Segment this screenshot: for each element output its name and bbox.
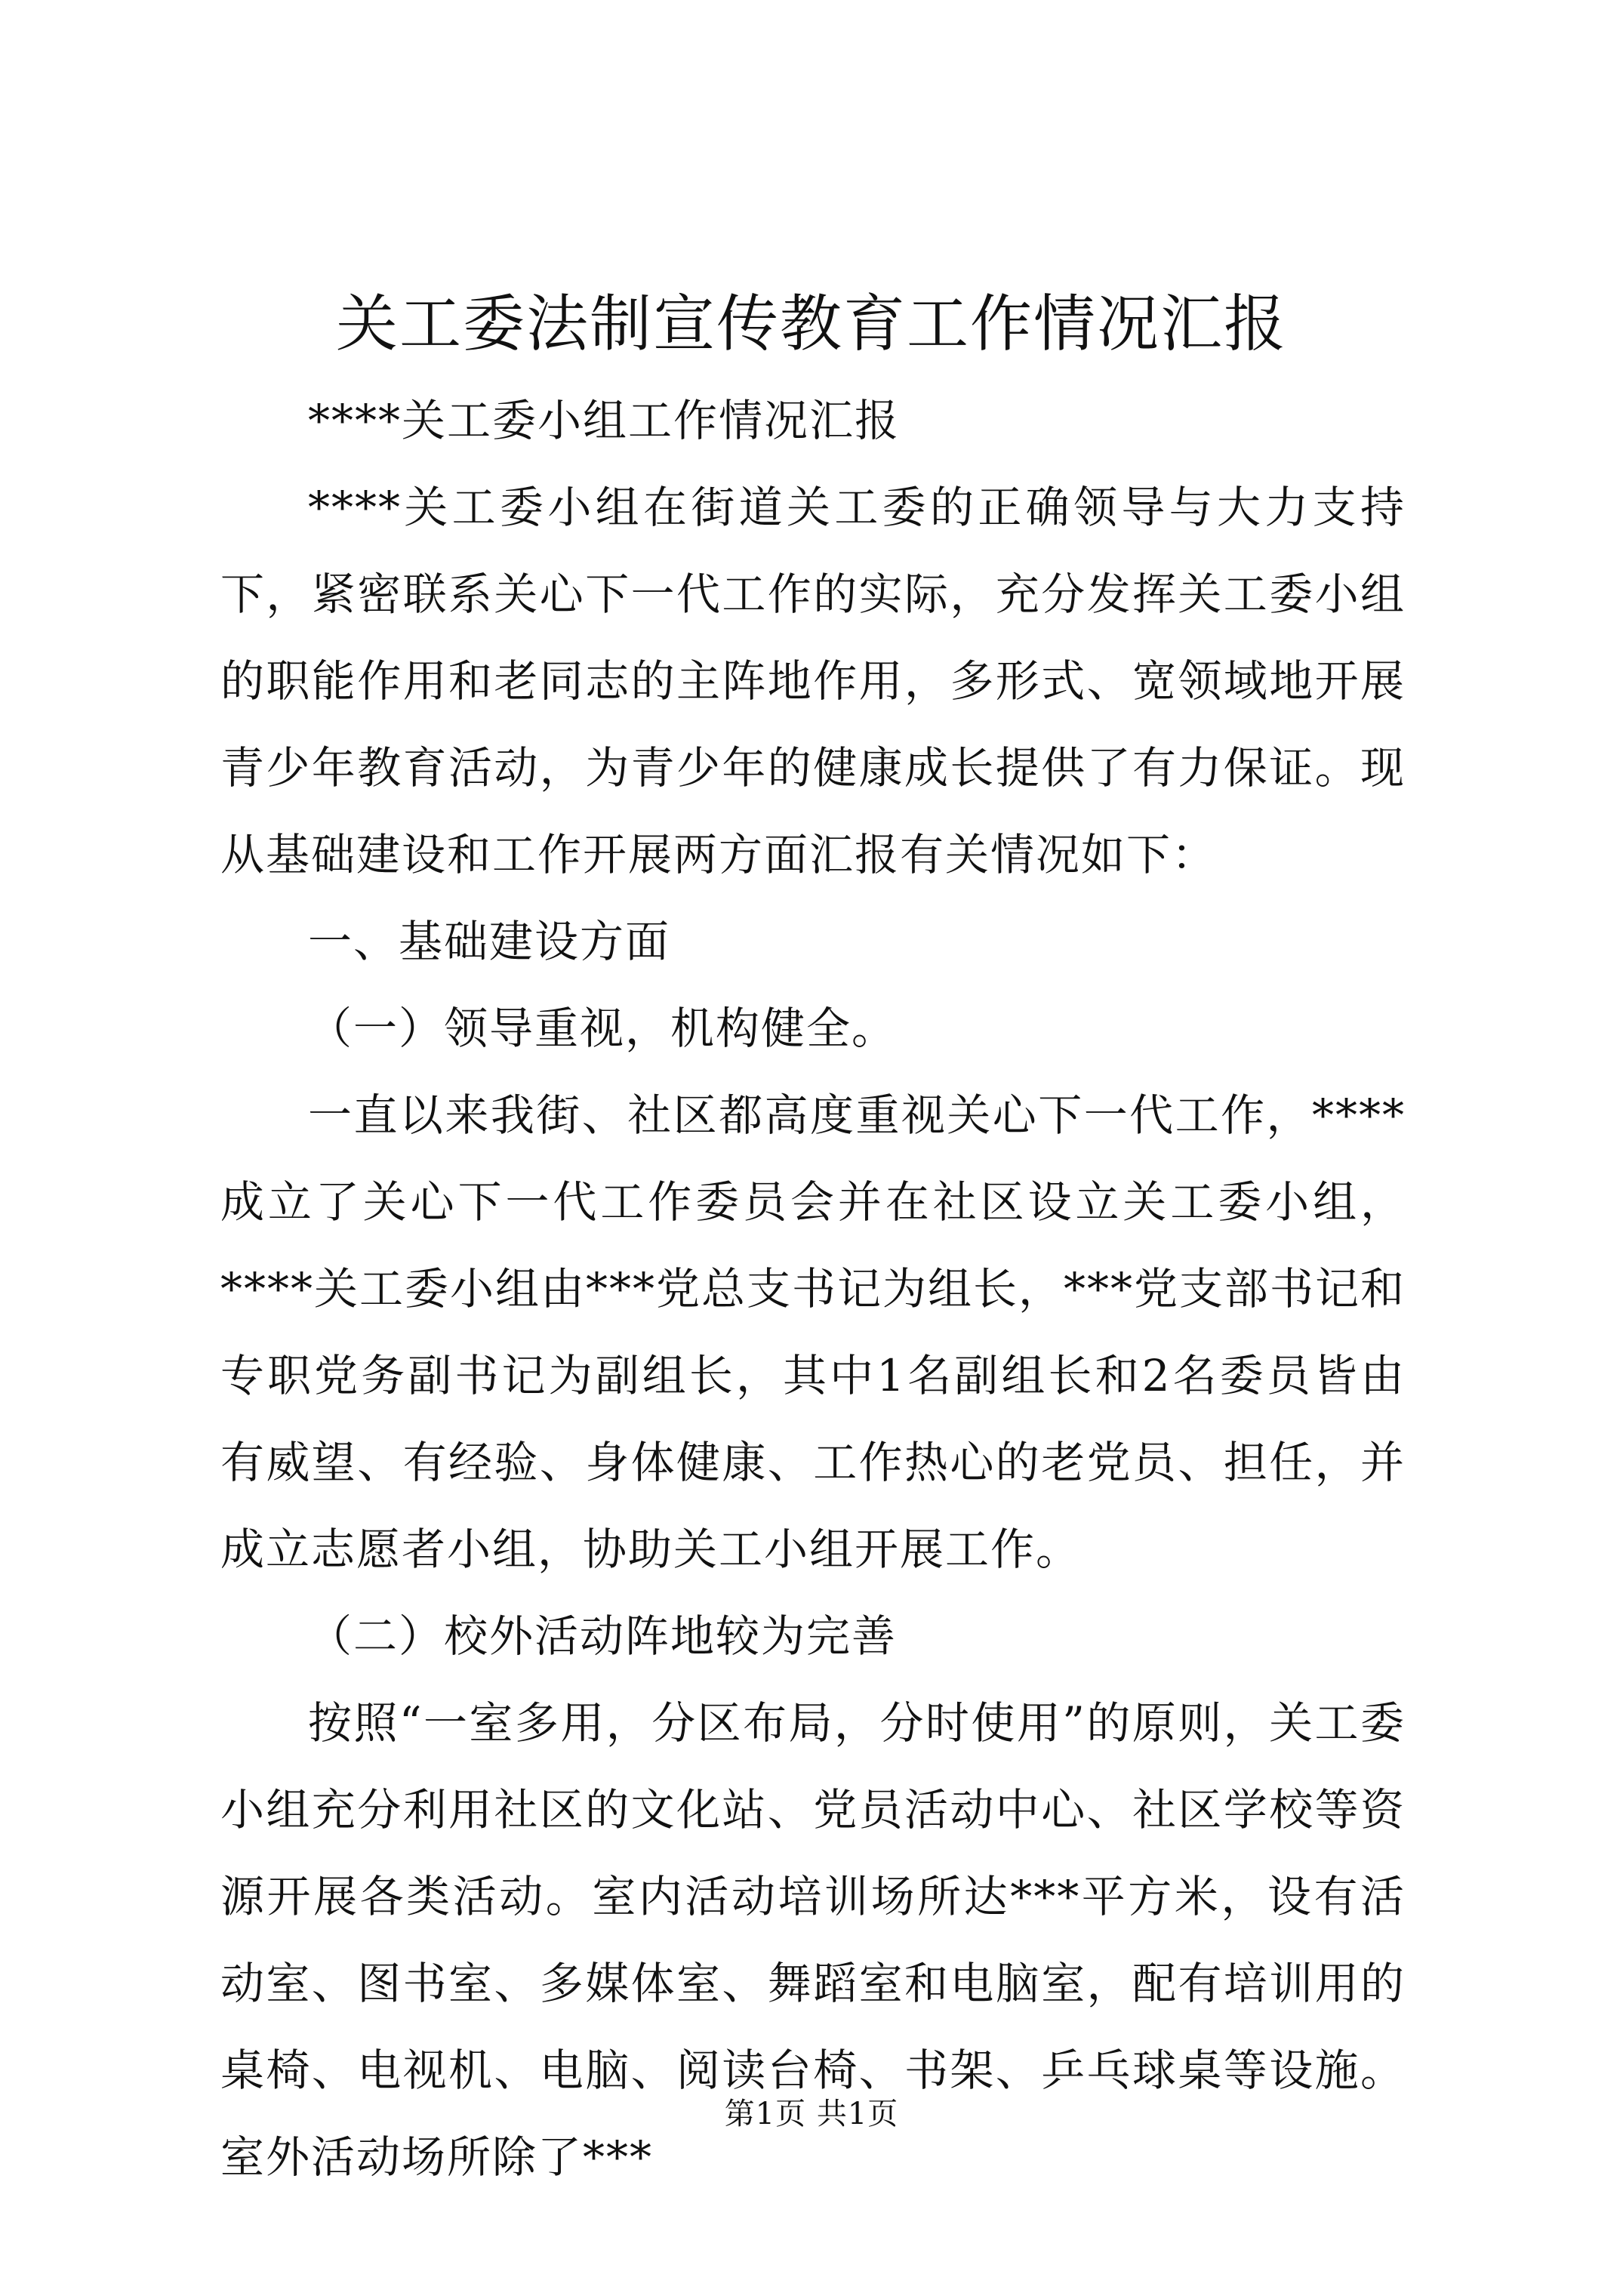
document-body	[220, 378, 1406, 2201]
paragraph-activity-venues: 按照“一室多用，分区布局，分时使用”的原则，关工委小组充分利用社区的文化站、党员活动中心、社区学校等资源开展各类活动。室内活动培训场所达***平方米，设有活动室、图书室、多媒体室、舞蹈室和电脑室，配有培训用的桌椅、电视机、电脑、阅读台椅、书架、乒乓球桌等设施。室外活动场所除了***	[220, 1697, 1406, 2183]
section-heading-basic-construction: 一、基础建设方面	[308, 916, 671, 967]
paragraph-subtitle: ****关工委小组工作情况汇报	[308, 395, 901, 446]
subsection-heading-activity-venues: （二）校外活动阵地较为完善	[308, 1610, 898, 1662]
page-footer: 第1页 共1页	[724, 2097, 899, 2131]
document-title: 关工委法制宣传教育工作情况汇报	[335, 288, 1287, 360]
paragraph-intro: ****关工委小组在街道关工委的正确领导与大力支持下，紧密联系关心下一代工作的实际，充分发挥关工委小组的职能作用和老同志的主阵地作用，多形式、宽领域地开展青少年教育活动，为青少年的健康成长提供了有力保证。现从基础建设和工作开展两方面汇报有关情况如下：	[220, 482, 1406, 880]
subsection-heading-leadership: （一）领导重视，机构健全。	[308, 1003, 898, 1054]
paragraph-leadership: 一直以来我街、社区都高度重视关心下一代工作，****成立了关心下一代工作委员会并在社区设立关工委小组，****关工委小组由***党总支书记为组长，***党支部书记和专职党务副书记为副组长，其中1名副组长和2名委员皆由有威望、有经验、身体健康、工作热心的老党员、担任，并成立志愿者小组，协助关工小组开展工作。	[220, 1089, 1406, 1575]
